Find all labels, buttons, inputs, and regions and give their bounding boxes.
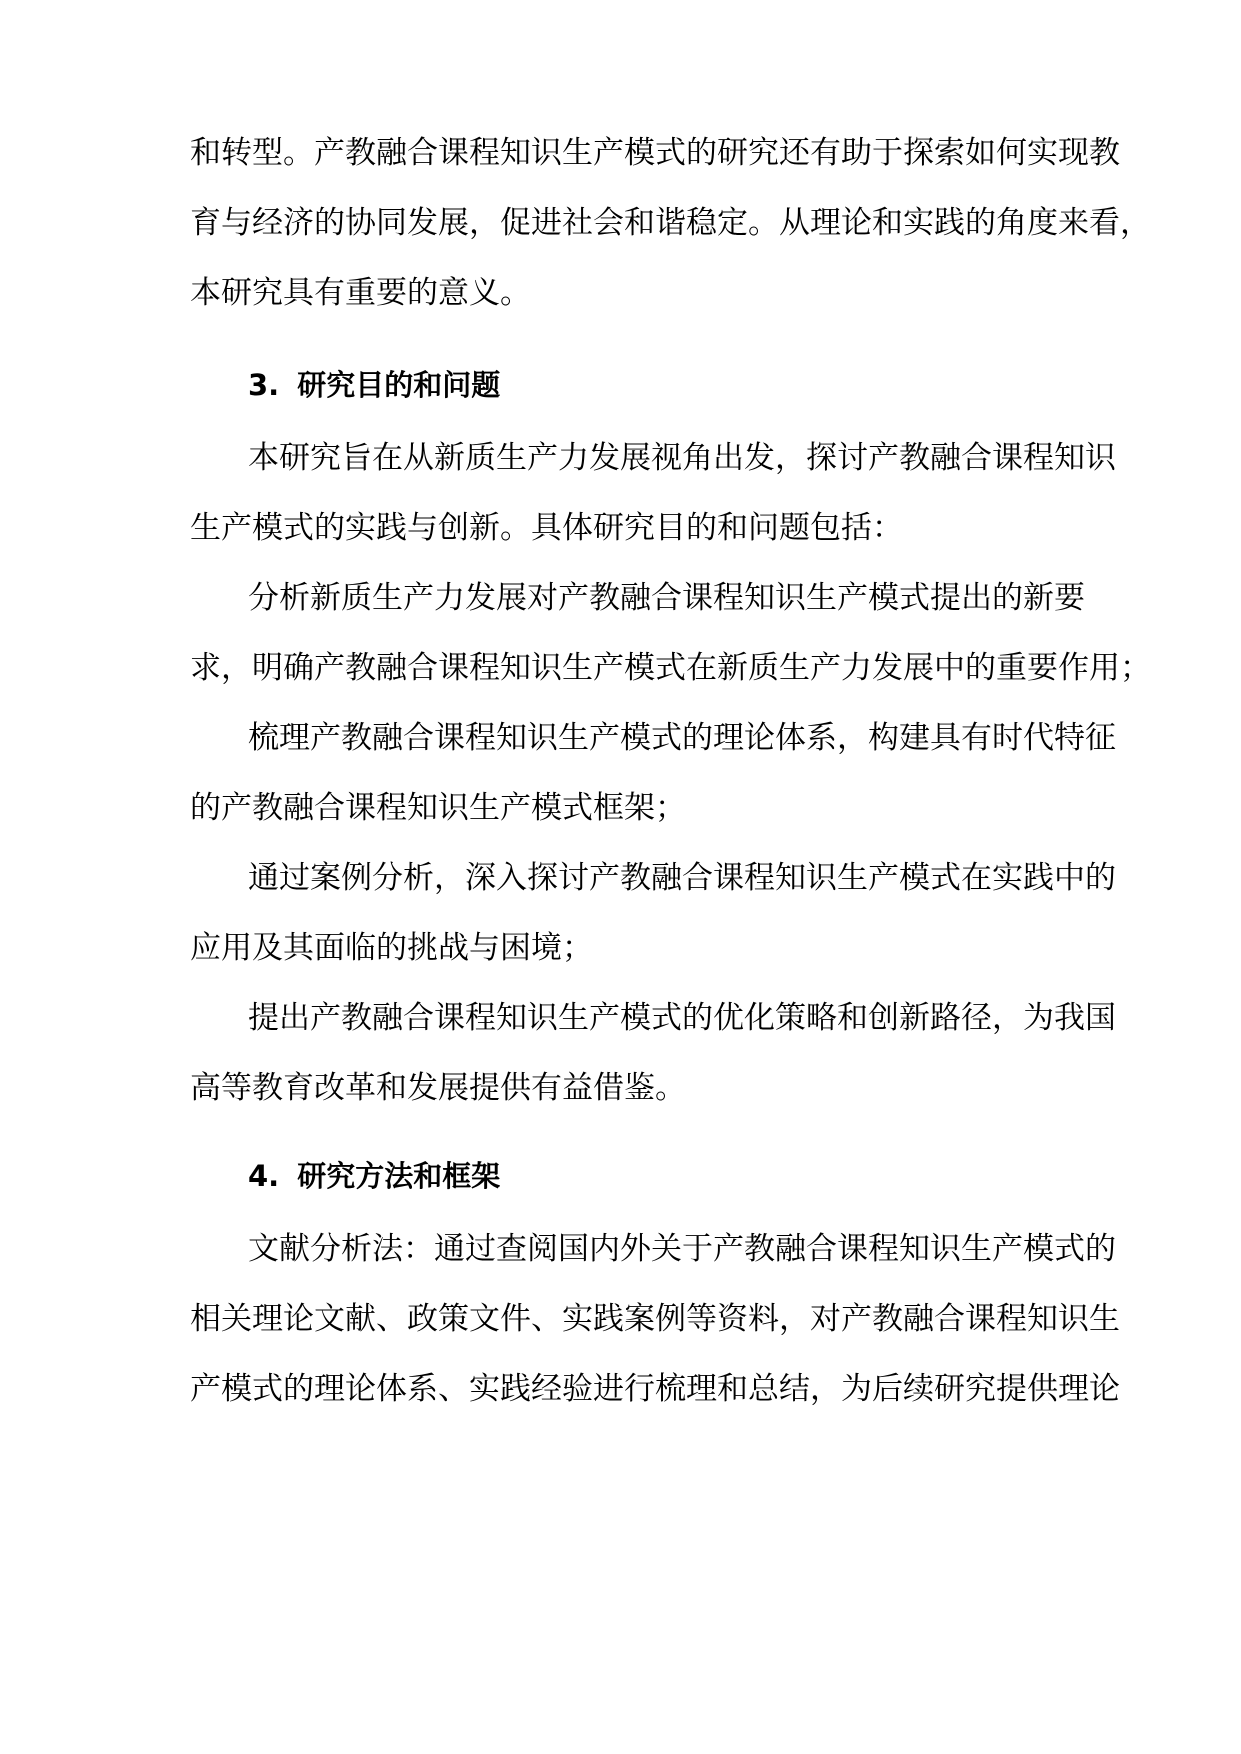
section-heading <box>248 1151 500 1201</box>
paragraph-line: 应用及其面临的挑战与困境； <box>190 930 593 966</box>
paragraph-line: 提出产教融合课程知识生产模式的优化策略和创新路径，为我国 <box>248 1000 1116 1036</box>
section-number: 4. <box>248 1159 280 1193</box>
paragraph-line: 高等教育改革和发展提供有益借鉴。 <box>190 1070 686 1106</box>
paragraph-line: 本研究具有重要的意义。 <box>190 275 531 311</box>
paragraph-line: 育与经济的协同发展，促进社会和谐稳定。从理论和实践的角度来看， <box>190 205 1151 241</box>
paragraph-line: 生产模式的实践与创新。具体研究目的和问题包括： <box>190 510 903 546</box>
paragraph-line: 文献分析法：通过查阅国内外关于产教融合课程知识生产模式的 <box>248 1231 1116 1267</box>
paragraph-line: 通过案例分析，深入探讨产教融合课程知识生产模式在实践中的 <box>248 860 1116 896</box>
paragraph-line: 分析新质生产力发展对产教融合课程知识生产模式提出的新要 <box>248 580 1085 616</box>
paragraph-line: 本研究旨在从新质生产力发展视角出发，探讨产教融合课程知识 <box>248 440 1116 476</box>
paragraph-line: 的产教融合课程知识生产模式框架； <box>190 790 686 826</box>
section-title: 研究目的和问题 <box>297 368 501 402</box>
paragraph-line: 相关理论文献、政策文件、实践案例等资料，对产教融合课程知识生 <box>190 1301 1120 1337</box>
paragraph-line: 梳理产教融合课程知识生产模式的理论体系，构建具有时代特征 <box>248 720 1116 756</box>
section-title: 研究方法和框架 <box>297 1159 501 1193</box>
paragraph-line: 和转型。产教融合课程知识生产模式的研究还有助于探索如何实现教 <box>190 135 1120 171</box>
paragraph-line: 产模式的理论体系、实践经验进行梳理和总结，为后续研究提供理论 <box>190 1371 1120 1407</box>
paragraph-line: 求，明确产教融合课程知识生产模式在新质生产力发展中的重要作用； <box>190 650 1151 686</box>
section-heading <box>248 360 500 410</box>
section-number: 3. <box>248 368 280 402</box>
